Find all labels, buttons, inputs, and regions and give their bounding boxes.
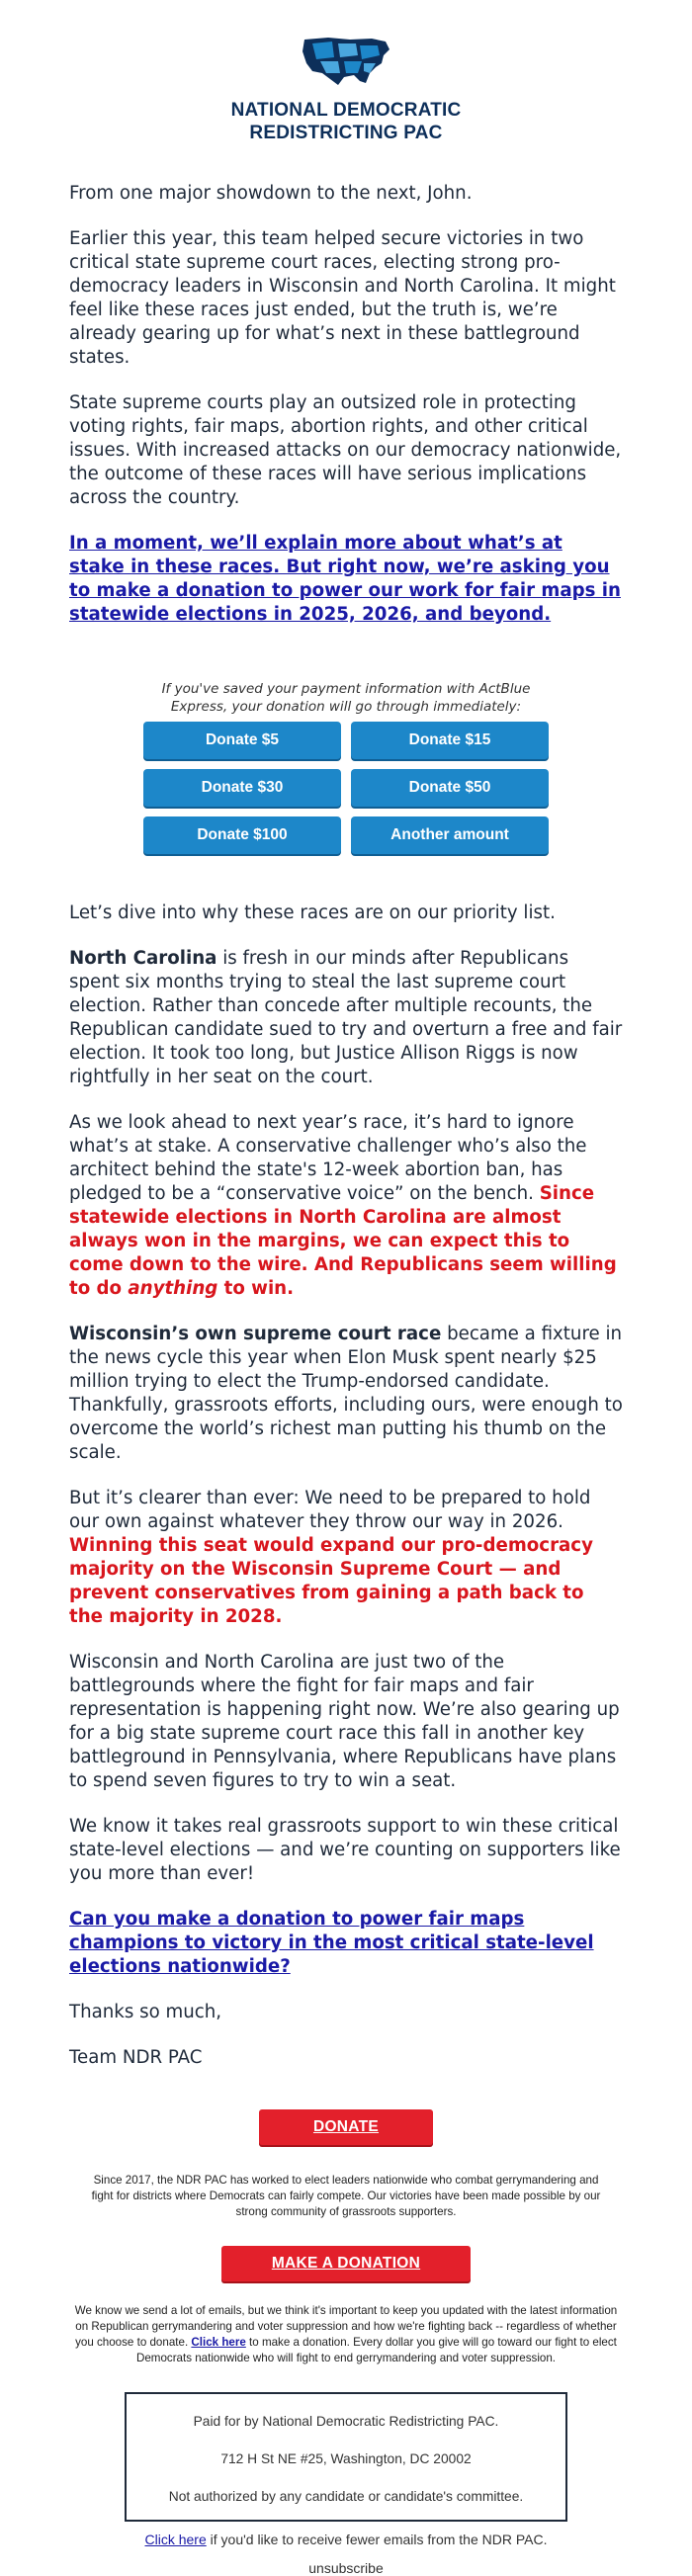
north-carolina-text: is fresh in our minds after Republicans spent six months trying to steal the last supreme court election. Rather than concede after multiple recounts, the Republican candidate sued to try and overturn a free and fair election. It took too long, but Justice Allison Riggs is now rightfully in her seat on the court. [69, 948, 623, 1087]
org-name-line2: REDISTRICTING PAC [249, 123, 443, 143]
nc-stakes-text: As we look ahead to next year’s race, it’s hard to ignore what’s at stake. A conservative challenger who’s also the architect behind the state's 12-week abortion ban, has pledged to be a “conservative voice” on the bench. [69, 1112, 587, 1204]
cta-link-1[interactable]: In a moment, we’ll explain more about what’s at stake in these races. But right now, we’re asking you to make a donation to power our work for fair maps in statewide elections in 2025, 2026, and beyond. [69, 533, 621, 625]
wisconsin-paragraph [69, 1323, 623, 1465]
signature: Team NDR PAC [69, 2047, 203, 2068]
email-body-continued [0, 902, 692, 2070]
wi-stakes-paragraph [69, 1487, 623, 1629]
wisconsin-text: became a fixture in the news cycle this year when Elon Musk spent nearly $25 million trying to elect the Trump-endorsed candidate. Thankfully, grassroots efforts, including ours, were enough to overcome the world’s richest man putting his thumb on the scale. [69, 1324, 623, 1463]
fewer-emails-line [0, 2532, 692, 2547]
battlegrounds-paragraph: Wisconsin and North Carolina are just two of the battlegrounds where the fight for fair maps and fair representation is happening right now. We’re also gearing up for a big state supreme court race this fall in another key battleground in Pennsylvania, where Republicans have plans to spend seven figures to try to win a seat. [69, 1652, 620, 1791]
paid-for-text: Paid for by National Democratic Redistricting PAC. [193, 2414, 499, 2429]
cta-paragraph-1 [69, 532, 623, 627]
not-authorized-text: Not authorized by any candidate or candidate's committee. [168, 2489, 524, 2504]
footer [0, 2109, 692, 2576]
cta-paragraph-2 [69, 1908, 623, 1979]
another-amount-button[interactable]: Another amount [351, 816, 549, 854]
address-text: 712 H St NE #25, Washington, DC 20002 [220, 2451, 472, 2466]
make-donation-button[interactable]: MAKE A DONATION [221, 2246, 471, 2281]
donate-5-button[interactable]: Donate $5 [143, 722, 341, 759]
about-text: Since 2017, the NDR PAC has worked to elect leaders nationwide who combat gerrymandering and fight for districts where Democrats can fairly compete. Our victories have been made possible by our strong community of grassroots supporters. [91, 2174, 601, 2218]
donate-100-button[interactable]: Donate $100 [143, 816, 341, 854]
donate-button-grid [143, 722, 549, 854]
nc-stakes-anything: anything [128, 1278, 218, 1299]
fewer-emails-link[interactable]: Click here [144, 2532, 207, 2547]
org-name-line1: NATIONAL DEMOCRATIC [230, 100, 462, 121]
emails-notice-text-2: to make a donation. Every dollar you give will go toward our fight to elect Democrats nationwide who will fight to end gerrymandering and voter suppression. [135, 2336, 617, 2364]
header [0, 0, 692, 144]
donate-30-button[interactable]: Donate $30 [143, 769, 341, 807]
emails-notice [69, 2303, 623, 2366]
unsubscribe-line [0, 2560, 692, 2576]
unsubscribe-link[interactable]: unsubscribe [308, 2560, 384, 2576]
grassroots-paragraph: We know it takes real grassroots support to win these critical state-level elections — and we’re counting on supporters like you more than ever! [69, 1816, 621, 1884]
emails-donate-link[interactable]: Click here [191, 2336, 246, 2349]
donate-50-button[interactable]: Donate $50 [351, 769, 549, 807]
donate-button[interactable]: DONATE [259, 2109, 433, 2145]
north-carolina-paragraph [69, 947, 623, 1089]
disclaimer-box [125, 2392, 567, 2522]
fewer-emails-text: if you'd like to receive fewer emails from the NDR PAC. [206, 2532, 548, 2547]
email-body [0, 182, 692, 627]
wi-stakes-emphasis: Winning this seat would expand our pro-democracy majority on the Wisconsin Supreme Court — and prevent conservatives from gaining a path back to the majority in 2028. [69, 1535, 593, 1627]
actblue-note: If you've saved your payment information with ActBlue Express, your donation will go through immediately: [161, 681, 531, 715]
nc-stakes-end: to win. [217, 1278, 295, 1299]
cta-link-2[interactable]: Can you make a donation to power fair maps champions to victory in the most critical state-level elections nationwide? [69, 1909, 594, 1977]
nc-stakes-emphasis: Since statewide elections in North Carolina are almost always won in the margins, we can expect this to come down to the wire. And Republicans seem willing to do [69, 1183, 617, 1299]
signoff: Thanks so much, [69, 2002, 222, 2022]
north-carolina-heading: North Carolina [69, 948, 217, 969]
org-name [0, 99, 692, 144]
donate-15-button[interactable]: Donate $15 [351, 722, 549, 759]
greeting-paragraph: From one major showdown to the next, John. [69, 183, 473, 204]
wi-stakes-text: But it’s clearer than ever: We need to be prepared to hold our own against whatever they throw our way in 2026. [69, 1488, 591, 1532]
emails-notice-text-1: We know we send a lot of emails, but we think it's important to keep you updated with the latest information on Republican gerrymandering and voter suppression and how we're fighting back -- regardless of whether you choose to donate. [74, 2304, 618, 2349]
priority-paragraph: Let’s dive into why these races are on our priority list. [69, 902, 556, 923]
wisconsin-heading: Wisconsin’s own supreme court race [69, 1324, 442, 1344]
us-map-puzzle-icon [299, 34, 393, 91]
courts-paragraph: State supreme courts play an outsized role in protecting voting rights, fair maps, abortion rights, and other critical issues. With increased attacks on our democracy nationwide, the outcome of these races will have serious implications across the country. [69, 392, 622, 508]
nc-stakes-paragraph [69, 1111, 623, 1301]
intro-paragraph: Earlier this year, this team helped secure victories in two critical state supreme court races, electing strong pro-democracy leaders in Wisconsin and North Carolina. It might feel like these races just ended, but the truth is, we’re already gearing up for what’s next in these battleground states. [69, 228, 616, 368]
donate-section [0, 680, 692, 854]
